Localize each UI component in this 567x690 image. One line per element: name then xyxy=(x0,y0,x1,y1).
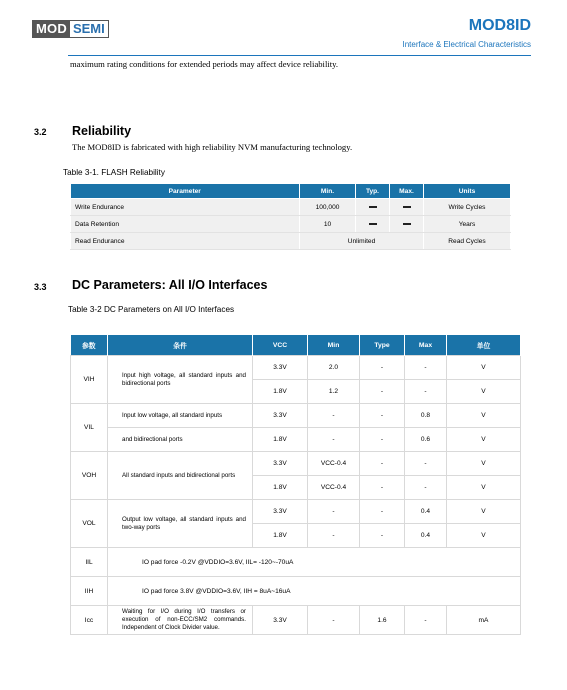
cell-unit: V xyxy=(447,524,521,548)
reliability-description: The MOD8ID is fabricated with high reliability NVM manufacturing technology. xyxy=(72,142,353,152)
cell-typ xyxy=(356,199,390,216)
cell-max: 0.4 xyxy=(405,500,447,524)
cell-max: 0.4 xyxy=(405,524,447,548)
cell-parameter: Read Endurance xyxy=(71,233,300,250)
dash-mark xyxy=(403,223,411,225)
cell-vcc: 3.3V xyxy=(253,356,308,380)
table-row xyxy=(71,548,521,577)
col-header: 条件 xyxy=(108,335,253,356)
cell-min: 10 xyxy=(300,216,356,233)
dash-mark xyxy=(369,223,377,225)
col-header: Max. xyxy=(390,184,424,199)
cell-condition: All standard inputs and bidirectional ports xyxy=(108,452,253,500)
cell-max xyxy=(390,216,424,233)
table-row xyxy=(71,233,511,250)
document-subtitle: Interface & Electrical Characteristics xyxy=(402,40,531,49)
table-row xyxy=(71,199,511,216)
cell-unit: mA xyxy=(447,606,521,635)
cell-min: 2.0 xyxy=(308,356,360,380)
cell-unit: V xyxy=(447,452,521,476)
cell-min: 1.2 xyxy=(308,380,360,404)
table-row xyxy=(71,606,521,635)
cell-units: Years xyxy=(424,216,511,233)
section-title-dc: DC Parameters: All I/O Interfaces xyxy=(72,278,268,292)
table-row xyxy=(71,428,521,452)
table-caption-flash: Table 3-1. FLASH Reliability xyxy=(63,168,165,177)
cell-condition: Input high voltage, all standard inputs and bidirectional ports xyxy=(108,356,253,404)
col-header: Min xyxy=(308,335,360,356)
cell-unit: V xyxy=(447,356,521,380)
cell-param: IIH xyxy=(71,577,108,606)
cell-max: - xyxy=(405,452,447,476)
logo-part-mod: MOD xyxy=(33,21,70,37)
cell-units: Write Cycles xyxy=(424,199,511,216)
cell-param: VIH xyxy=(71,356,108,404)
cell-vcc: 3.3V xyxy=(253,606,308,635)
cell-unit: V xyxy=(447,476,521,500)
table-row xyxy=(71,216,511,233)
header-divider xyxy=(68,55,531,56)
cell-param: VIL xyxy=(71,404,108,452)
cell-type: 1.6 xyxy=(360,606,405,635)
flash-reliability-table xyxy=(70,184,511,250)
cell-min: - xyxy=(308,404,360,428)
company-logo xyxy=(32,20,109,38)
cell-max xyxy=(390,199,424,216)
dash-mark xyxy=(369,206,377,208)
cell-type: - xyxy=(360,380,405,404)
cell-condition-wide: IO pad force 3.8V @VDDIO=3.6V, IIH = 8uA~16uA xyxy=(108,577,521,606)
col-header: Min. xyxy=(300,184,356,199)
cell-typ xyxy=(356,216,390,233)
cell-type: - xyxy=(360,428,405,452)
col-header: 单位 xyxy=(447,335,521,356)
col-header: Typ. xyxy=(356,184,390,199)
cell-max: 0.6 xyxy=(405,428,447,452)
cell-merged-value: Unlimited xyxy=(300,233,424,250)
cell-type: - xyxy=(360,452,405,476)
cell-condition: Output low voltage, all standard inputs and two-way ports xyxy=(108,500,253,548)
cell-parameter: Write Endurance xyxy=(71,199,300,216)
col-header: Parameter xyxy=(71,184,300,199)
cell-type: - xyxy=(360,356,405,380)
cell-vcc: 1.8V xyxy=(253,380,308,404)
cell-param: Icc xyxy=(71,606,108,635)
cell-min: VCC-0.4 xyxy=(308,476,360,500)
intro-text: maximum rating conditions for extended periods may affect device reliability. xyxy=(70,59,338,69)
cell-units: Read Cycles xyxy=(424,233,511,250)
cell-unit: V xyxy=(447,380,521,404)
table-row xyxy=(71,356,521,380)
table-row xyxy=(71,500,521,524)
cell-min: - xyxy=(308,524,360,548)
cell-unit: V xyxy=(447,500,521,524)
cell-param: VOH xyxy=(71,452,108,500)
cell-unit: V xyxy=(447,428,521,452)
col-header: 参数 xyxy=(71,335,108,356)
col-header: Units xyxy=(424,184,511,199)
cell-vcc: 3.3V xyxy=(253,404,308,428)
document-title: MOD8ID xyxy=(468,17,531,34)
cell-condition: Waiting for I/O during I/O transfers or execution of non-ECC/SM2 commands. Independent of Clock Divider value. xyxy=(108,606,253,635)
cell-max: - xyxy=(405,356,447,380)
cell-unit: V xyxy=(447,404,521,428)
cell-type: - xyxy=(360,476,405,500)
section-number-dc: 3.3 xyxy=(34,282,47,292)
cell-condition-a: Input low voltage, all standard inputs xyxy=(108,404,253,428)
col-header: VCC xyxy=(253,335,308,356)
cell-condition-b: and bidirectional ports xyxy=(108,428,253,452)
col-header: Max xyxy=(405,335,447,356)
section-number-reliability: 3.2 xyxy=(34,127,47,137)
cell-max: 0.8 xyxy=(405,404,447,428)
cell-max: - xyxy=(405,606,447,635)
cell-vcc: 3.3V xyxy=(253,500,308,524)
cell-condition-wide: IO pad force -0.2V @VDDIO=3.6V, IIL= -120~-70uA xyxy=(108,548,521,577)
cell-min: - xyxy=(308,606,360,635)
cell-max: - xyxy=(405,380,447,404)
table-row xyxy=(71,452,521,476)
table-caption-dc: Table 3-2 DC Parameters on All I/O Interfaces xyxy=(68,305,235,314)
cell-vcc: 1.8V xyxy=(253,428,308,452)
cell-type: - xyxy=(360,500,405,524)
table-header-row xyxy=(71,335,521,356)
cell-type: - xyxy=(360,524,405,548)
cell-min: VCC-0.4 xyxy=(308,452,360,476)
table-header-row xyxy=(71,184,511,199)
cell-parameter: Data Retention xyxy=(71,216,300,233)
dc-parameters-table xyxy=(70,335,521,635)
cell-vcc: 3.3V xyxy=(253,452,308,476)
dash-mark xyxy=(403,206,411,208)
table-row xyxy=(71,404,521,428)
cell-min: - xyxy=(308,428,360,452)
logo-part-semi: SEMI xyxy=(70,21,108,37)
cell-vcc: 1.8V xyxy=(253,476,308,500)
cell-param: VOL xyxy=(71,500,108,548)
col-header: Type xyxy=(360,335,405,356)
section-title-reliability: Reliability xyxy=(72,124,132,138)
cell-param: IIL xyxy=(71,548,108,577)
cell-type: - xyxy=(360,404,405,428)
table-row xyxy=(71,577,521,606)
cell-min: - xyxy=(308,500,360,524)
cell-min: 100,000 xyxy=(300,199,356,216)
cell-max: - xyxy=(405,476,447,500)
cell-vcc: 1.8V xyxy=(253,524,308,548)
